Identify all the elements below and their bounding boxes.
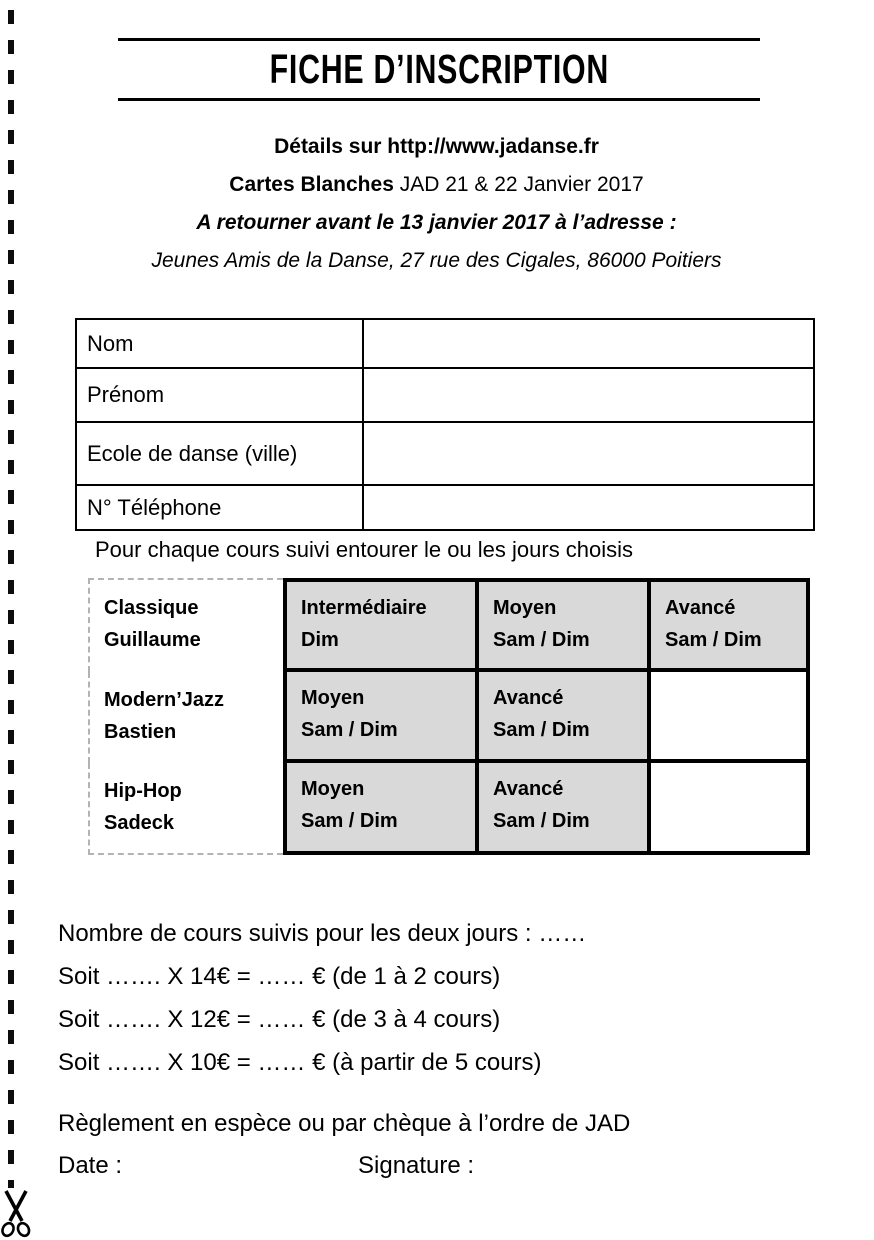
course-cell-hiphop [88,763,283,855]
option-days: Dim [301,629,339,651]
option-days: Sam / Dim [493,810,590,832]
pricing-line-10: Soit ……. X 10€ = …… € (à partir de 5 cours) [58,1049,542,1076]
field-input-ecole[interactable] [363,422,814,485]
option-level: Avancé [493,778,564,800]
option-modernjazz-avance[interactable] [475,672,647,763]
date-label: Date : [58,1152,123,1179]
courses-table [88,578,810,855]
option-level: Avancé [665,597,736,619]
option-level: Moyen [493,597,557,619]
option-level: Intermédiaire [301,597,427,619]
course-name: Classique [104,597,199,619]
pricing-section [58,912,586,1084]
page-title: FICHE D’INSCRIPTION [269,46,609,92]
table-row [76,485,814,530]
option-hiphop-empty [647,763,810,855]
field-label-ecole: Ecole de danse (ville) [76,422,363,485]
signature-label: Signature : [358,1152,475,1179]
field-input-telephone[interactable] [363,485,814,530]
pricing-line-12: Soit ……. X 12€ = …… € (de 3 à 4 cours) [58,1006,501,1033]
option-level: Moyen [301,778,365,800]
details-url-line: Détails sur http://www.jadanse.fr [274,135,599,158]
option-hiphop-moyen[interactable] [283,763,475,855]
event-name: Cartes Blanches [229,173,394,196]
course-teacher: Guillaume [104,629,201,651]
course-cell-modernjazz [88,672,283,763]
option-hiphop-avance[interactable] [475,763,647,855]
option-days: Sam / Dim [493,719,590,741]
option-classique-intermediaire[interactable] [283,578,475,672]
table-row [76,368,814,422]
field-input-prenom[interactable] [363,368,814,422]
field-label-prenom: Prénom [76,368,363,422]
option-classique-moyen[interactable] [475,578,647,672]
scissors-icon [1,1190,31,1238]
field-label-nom: Nom [76,319,363,368]
pricing-intro: Nombre de cours suivis pour les deux jours : …… [58,920,587,947]
return-address-line: Jeunes Amis de la Danse, 27 rue des Cigales, 86000 Poitiers [151,249,722,272]
course-teacher: Bastien [104,721,177,743]
pricing-line-14: Soit ……. X 14€ = …… € (de 1 à 2 cours) [58,963,501,990]
table-row [76,422,814,485]
personal-info-table [75,318,815,531]
form-title-block [118,38,760,101]
option-days: Sam / Dim [301,719,398,741]
event-dates: JAD 21 & 22 Janvier 2017 [393,173,644,196]
date-signature-row [58,1152,778,1180]
course-name: Hip-Hop [104,780,182,802]
option-level: Moyen [301,687,365,709]
table-row [76,319,814,368]
field-input-nom[interactable] [363,319,814,368]
course-name: Modern’Jazz [104,689,225,711]
cut-line-dashed [8,10,14,1188]
form-header [58,128,815,280]
option-modernjazz-moyen[interactable] [283,672,475,763]
payment-method-line: Règlement en espèce ou par chèque à l’ordre de JAD [58,1110,631,1137]
field-label-telephone: N° Téléphone [76,485,363,530]
option-level: Avancé [493,687,564,709]
event-line [58,166,815,204]
option-modernjazz-empty [647,672,810,763]
course-teacher: Sadeck [104,812,175,834]
return-deadline-line: A retourner avant le 13 janvier 2017 à l’adresse : [196,211,677,234]
option-days: Sam / Dim [493,629,590,651]
option-days: Sam / Dim [301,810,398,832]
course-cell-classique [88,578,283,672]
instruction-text: Pour chaque cours suivi entourer le ou les jours choisis [95,537,634,562]
option-days: Sam / Dim [665,629,762,651]
option-classique-avance[interactable] [647,578,810,672]
